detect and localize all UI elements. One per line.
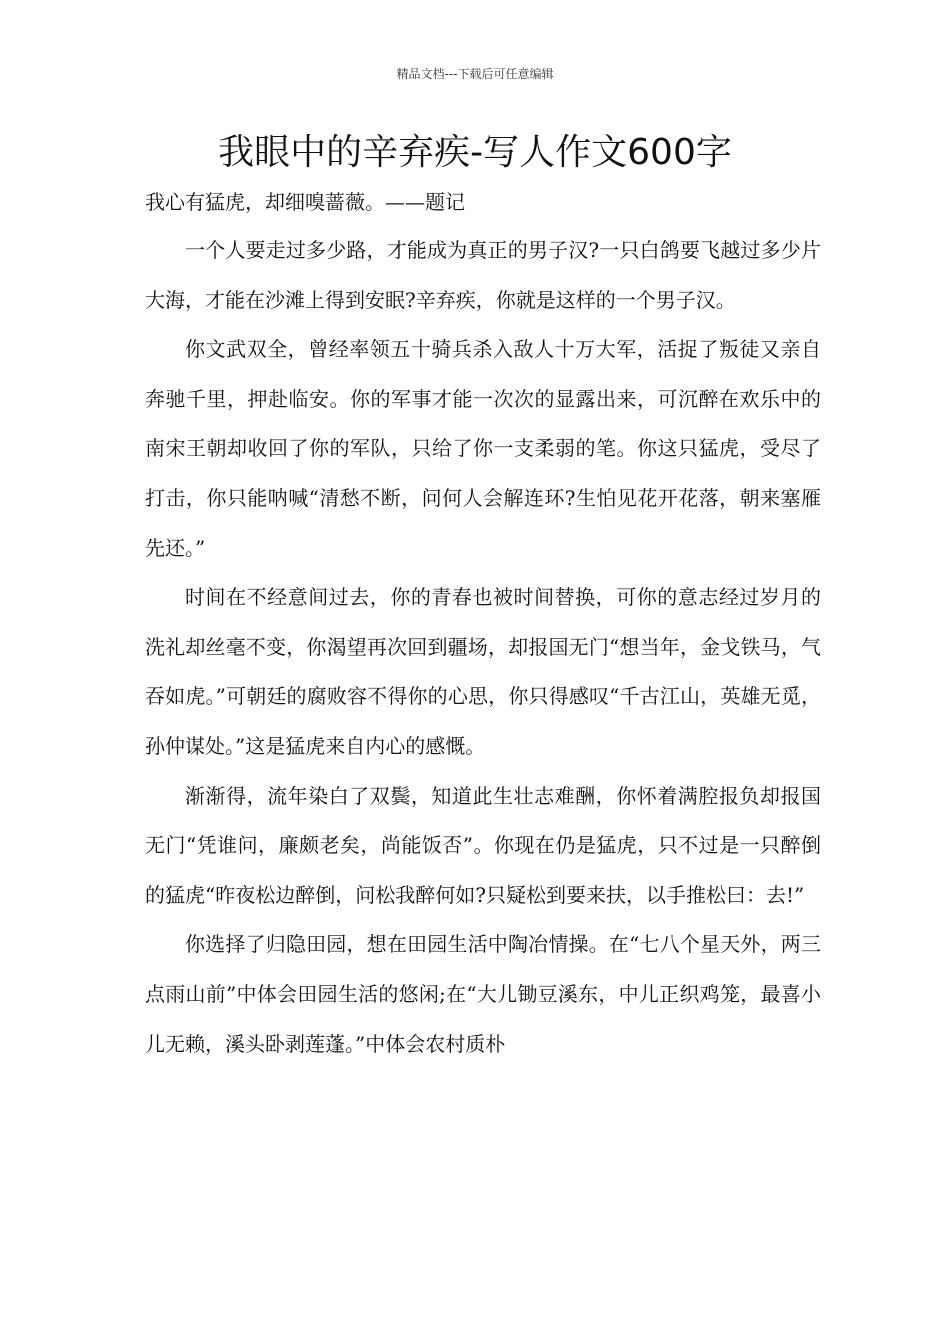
paragraph-3: 时间在不经意间过去，你的青春也被时间替换，可你的意志经过岁月的洗礼却丝毫不变，你渴望再次回到疆场，却报国无门“想当年，金戈铁马，气吞如虎。”可朝廷的腐败容不得你的心思，你只得感叹“千古江山，英雄无觅，孙仲谋处。”这是猛虎来自内心的感慨。 (145, 585, 821, 758)
epigraph: 我心有猛虎，却细嗅蔷薇。——题记 (145, 190, 465, 214)
paragraph-2: 你文武双全，曾经率领五十骑兵杀入敌人十万大军，活捉了叛徒又亲自奔驰千里，押赴临安。你的军事才能一次次的显露出来，可沉醉在欢乐中的南宋王朝却收回了你的军队，只给了你一支柔弱的笔。你这只猛虎，受尽了打击，你只能呐喊“清愁不断，问何人会解连环?生怕见花开花落，朝来塞雁先还。” (145, 337, 821, 560)
document-body (145, 178, 821, 1069)
paragraph-5: 你选择了归隐田园，想在田园生活中陶冶情操。在“七八个星天外，两三点雨山前”中体会田园生活的悠闲;在“大儿锄豆溪东，中儿正织鸡笼，最喜小儿无赖，溪头卧剥莲蓬。”中体会农村质朴 (145, 932, 821, 1056)
page-header: 精品文档---下载后可任意编辑 (396, 67, 554, 81)
document-title: 我眼中的辛弃疾-写人作文600字 (218, 132, 732, 173)
paragraph-1: 一个人要走过多少路，才能成为真正的男子汉?一只白鸽要飞越过多少片大海，才能在沙滩上得到安眠?辛弃疾，你就是这样的一个男子汉。 (145, 238, 821, 312)
paragraph-4: 渐渐得，流年染白了双鬓，知道此生壮志难酬，你怀着满腔报负却报国无门“凭谁问，廉颇老矣，尚能饭否”。你现在仍是猛虎，只不过是一只醉倒的猛虎“昨夜松边醉倒，问松我醉何如?只疑松到要来扶，以手推松曰：去!” (145, 783, 821, 907)
